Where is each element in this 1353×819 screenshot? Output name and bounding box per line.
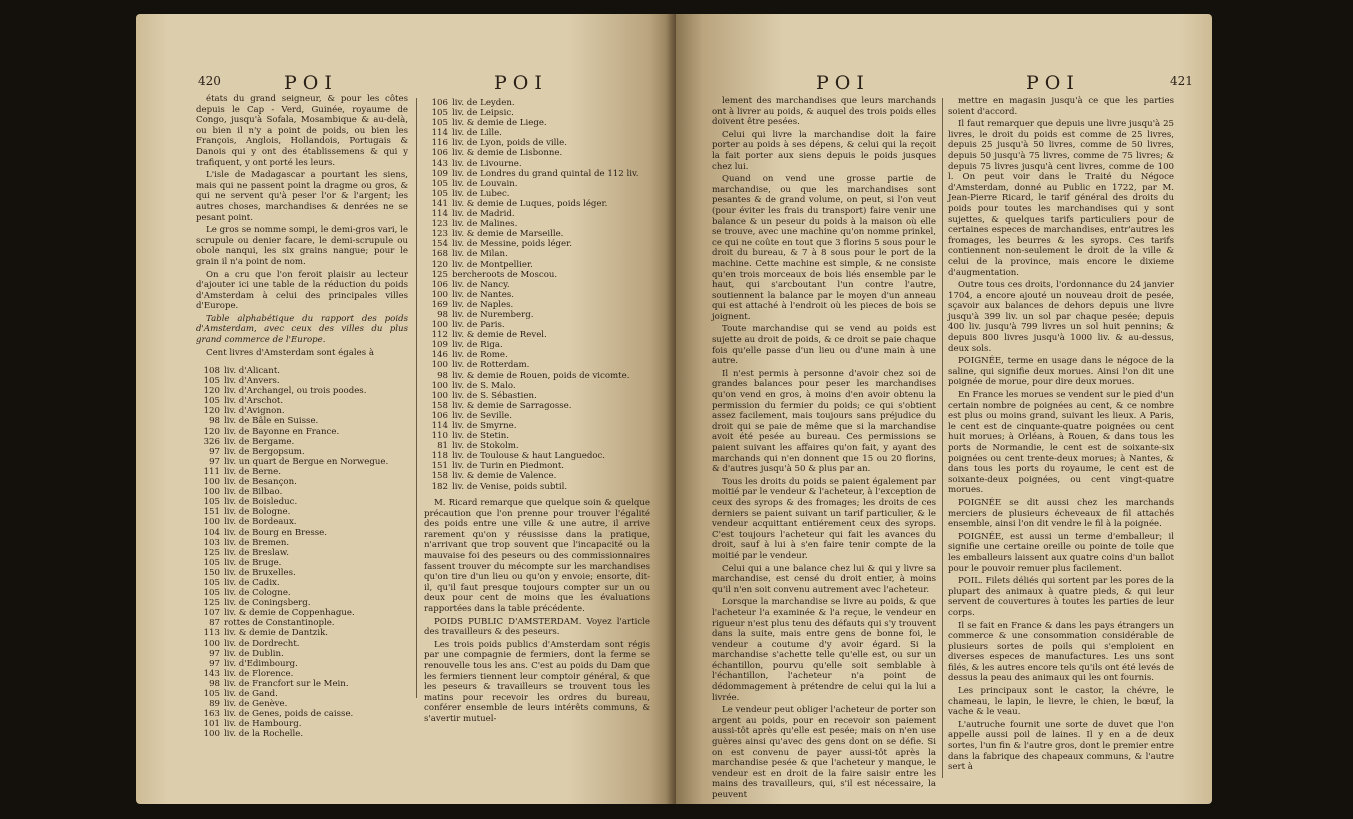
list-item (196, 588, 408, 598)
weight-value: 154 (431, 239, 448, 250)
list-item (196, 689, 408, 699)
paragraph: POIGNÉE, est aussi un terme d'emballeur; il signifie une certaine oreille ou pointe de toile que les emballeurs laissent aux quatre coins d'un ballot pour le pouvoir remuer plus facilement. (948, 531, 1174, 574)
list-item (424, 421, 660, 431)
weight-city: rottes de Constantinople. (224, 618, 335, 629)
list-item (424, 209, 660, 219)
weight-value: 158 (431, 400, 448, 411)
list-item (424, 482, 660, 492)
weight-city: liv. de Bologne. (224, 507, 291, 518)
table-title: Table alphabétique du rapport des poids d'Amsterdam, avec ceux des villes du plus grand commerce de l'Europe. (196, 313, 408, 346)
weight-city: liv. & demie de Luques, poids léger. (452, 198, 608, 209)
weight-city: liv. de Nantes. (452, 289, 514, 300)
list-item (424, 381, 660, 391)
weight-value: 120 (203, 426, 220, 437)
weight-city: liv. de Hambourg. (224, 719, 302, 730)
weight-city: liv. de Bruge. (224, 557, 282, 568)
weight-value: 109 (431, 340, 448, 351)
weight-city: liv. de Malines. (452, 219, 518, 230)
weight-city: liv. d'Archangel, ou trois poodes. (224, 386, 367, 397)
weight-value: 87 (209, 618, 220, 629)
weight-city: liv. de Dublin. (224, 648, 284, 659)
weight-value: 103 (203, 537, 220, 548)
weight-value: 114 (431, 128, 448, 139)
weight-value: 113 (203, 628, 220, 639)
weight-value: 100 (203, 487, 220, 498)
weight-city: liv. de Venise, poids subtil. (452, 481, 568, 492)
weight-value: 105 (203, 577, 220, 588)
right-column-2 (948, 96, 1174, 775)
paragraph: POIL. Filets déliés qui sortent par les pores de la plupart des animaux à quatre pieds, & qui leur servent de couvertures à toutes les parties de leur corps. (948, 576, 1174, 618)
paragraph: POIGNÉE se dit aussi chez les marchands merciers de plusieurs écheveaux de fil attachés ensemble, ainsi l'on dit vendre le fil à la poignée. (948, 497, 1174, 530)
paragraph: Il faut remarquer que depuis une livre jusqu'à 25 livres, le droit du poids est comme de 25 livres, depuis 25 jusqu'à 50 livres, comme de 50 livres, depuis 50 jusqu'à 75 livres, comme de 75 livres; & depuis 75 livres jusqu'à cent livres, comme de 100 l. On peut voir dans le Traité du Négoce d'Amsterdam, donné au Public en 1722, par M. Jean-Pierre Ricard, le tarif général des droits du poids pour toutes les marchandises qui y sont sujettes, & quelques tarifs particuliers pour de certaines especes de marchandises, entr'autres les fromages, les beurres & les syrops. Ces tarifs contiennent non-seulement le droit de la ville & celui de la province, mais encore le dixieme d'augmentation. (948, 119, 1174, 278)
weight-value: 158 (431, 471, 448, 482)
paragraph: On a cru que l'on feroit plaisir au lecteur d'ajouter ici une table de la réduction du poids d'Amsterdam à celui des principales villes d'Europe. (196, 269, 408, 312)
weight-city: liv. de Stetin. (452, 431, 510, 442)
list-item (424, 199, 660, 209)
weight-city: liv. de Bourg en Bresse. (224, 527, 327, 538)
weight-city: liv. de Bilbao. (224, 487, 283, 498)
list-item (196, 447, 408, 457)
weight-city: liv. d'Arschot. (224, 396, 284, 407)
list-item (196, 467, 408, 477)
list-item (424, 169, 660, 179)
list-item (424, 431, 660, 441)
paragraph: POIGNÉE, terme en usage dans le négoce de la saline, qui signifie deux morues. Ainsi l'on dit une poignée de morue, pour dire deux morues. (948, 356, 1174, 388)
list-item (424, 451, 660, 461)
list-item (196, 386, 408, 396)
list-item (196, 487, 408, 497)
weight-city: liv. de Nuremberg. (452, 309, 534, 320)
weight-city: liv. de Lyon, poids de ville. (452, 138, 567, 149)
weight-value: 146 (431, 350, 448, 361)
list-item (196, 548, 408, 558)
weight-value: 101 (203, 719, 220, 730)
weight-value: 143 (431, 158, 448, 169)
list-item (196, 618, 408, 628)
weight-city: liv. de Leyden. (452, 98, 515, 108)
weight-city: liv. d'Anvers. (224, 376, 280, 387)
weight-value: 151 (431, 461, 448, 472)
list-item (196, 406, 408, 416)
list-item (424, 461, 660, 471)
list-item (424, 310, 660, 320)
weight-value: 100 (431, 380, 448, 391)
list-item (424, 360, 660, 370)
paragraph: Outre tous ces droits, l'ordonnance du 24 janvier 1704, a encore ajouté un nouveau droit de pesée, sçavoir aux balances de dehors depuis une livre jusqu'à 399 liv. un sol par chaque pesée; depuis 400 liv. jusqu'à 799 livres un sol huit pennins; & depuis 800 livres jusqu'à 1000 liv. & au-dessus, deux sols. (948, 280, 1174, 354)
weight-city: liv. de Smyrne. (452, 421, 517, 431)
list-item (196, 659, 408, 669)
paragraph: En France les morues se vendent sur le pied d'un certain nombre de poignées au cent, & ce nombre est plus ou moins grand, suivant les lieux. A Paris, le cent est de cinquante-quatre poignées ou cent huit morues; à Orléans, à Rouen, & dans tous les ports de Normandie, le cent est de soixante-six poignées ou cent trente-deux morues; à Nantes, & dans tous les ports du royaume, le cent est de soixante-deux poignées, ou cent vingt-quatre morues. (948, 390, 1174, 496)
weight-value: 105 (431, 118, 448, 129)
weight-city: liv. de Bremen. (224, 537, 290, 548)
weight-city: liv. de Louvain. (452, 178, 518, 189)
weight-value: 143 (203, 668, 220, 679)
weight-city: liv. & demie de Revel. (452, 330, 547, 341)
weight-value: 118 (431, 451, 448, 462)
weight-value: 107 (203, 608, 220, 619)
list-item (196, 598, 408, 608)
weight-value: 105 (203, 588, 220, 599)
paragraph: lement des marchandises que leurs marchands ont à livrer au poids, & auquel des trois poids elles doivent être pesées. (712, 96, 936, 128)
list-item (196, 396, 408, 406)
weight-city: liv. de Bergame. (224, 436, 295, 447)
weight-value: 105 (431, 188, 448, 199)
weight-city: liv. de Bayonne en France. (224, 426, 340, 437)
list-item (196, 578, 408, 588)
list-item (424, 391, 660, 401)
weight-value: 120 (203, 406, 220, 417)
list-item (196, 427, 408, 437)
weight-value: 151 (203, 507, 220, 518)
paragraph: mettre en magasin jusqu'à ce que les parties soient d'accord. (948, 96, 1174, 117)
weight-city: liv. de la Rochelle. (224, 729, 304, 740)
running-head: POI (816, 72, 870, 94)
weight-value: 326 (203, 436, 220, 447)
list-item (196, 366, 408, 376)
weight-city: liv. de Bordeaux. (224, 517, 297, 528)
weight-value: 105 (203, 396, 220, 407)
weight-value: 97 (209, 658, 220, 669)
list-item (424, 159, 660, 169)
list-item (196, 538, 408, 548)
list-item (424, 300, 660, 310)
weight-city: liv. de Milan. (452, 249, 508, 260)
weight-value: 182 (431, 481, 448, 492)
weight-value: 100 (431, 320, 448, 331)
list-item (196, 568, 408, 578)
weight-value: 100 (203, 729, 220, 740)
weight-city: liv. de Paris. (452, 320, 505, 331)
list-item (196, 608, 408, 618)
weight-city: liv. de Dordrecht. (224, 638, 300, 649)
paragraph: Toute marchandise qui se vend au poids est sujette au droit de poids, & ce droit se paie chaque fois qu'elle passe d'un lieu ou d'une main à une autre. (712, 324, 936, 367)
weight-value: 106 (431, 98, 448, 108)
weight-value: 97 (209, 456, 220, 467)
list-item (196, 679, 408, 689)
weight-value: 123 (431, 219, 448, 230)
paragraph: Les trois poids publics d'Amsterdam sont régis par une compagnie de fermiers, dont la ferme se renouvelle tous les ans. C'est au poids du Dam que les fermiers tiennent leur comptoir général, & que les peseurs & travailleurs se trouvent tous les matins pour recevoir les ordres du bureau, conférer ensemble de leurs intérêts communs, & s'avertir mutuel- (424, 639, 650, 724)
weight-city: liv. & demie de Coppenhague. (224, 608, 355, 619)
list-item (196, 437, 408, 447)
list-item (424, 290, 660, 300)
list-item (424, 148, 660, 158)
weight-city: liv. de Seville. (452, 410, 513, 421)
weight-value: 106 (431, 410, 448, 421)
weight-city: bercheroots de Moscou. (452, 269, 558, 280)
table-intro: Cent livres d'Amsterdam sont égales à (206, 347, 374, 358)
weight-city: liv. de Bruxelles. (224, 567, 296, 578)
weight-city: liv. un quart de Bergue en Norwegue. (224, 456, 389, 467)
weight-value: 100 (431, 390, 448, 401)
weight-value: 120 (431, 259, 448, 270)
weight-value: 105 (431, 108, 448, 119)
list-item (196, 669, 408, 679)
weight-value: 114 (431, 209, 448, 220)
weight-city: liv. de Lille. (452, 128, 502, 139)
list-item (424, 441, 660, 451)
weight-city: liv. & demie de Valence. (452, 471, 557, 482)
weight-city: liv. de Lubec. (452, 188, 510, 199)
list-item (424, 249, 660, 259)
weight-city: liv. de Leipsic. (452, 108, 514, 119)
weight-value: 100 (203, 638, 220, 649)
weight-city: liv. de Rome. (452, 350, 508, 361)
weight-city: liv. de Toulouse & haut Languedoc. (452, 451, 606, 462)
list-item (196, 497, 408, 507)
weight-value: 89 (209, 699, 220, 710)
running-head-col2: POI (494, 72, 548, 94)
list-item (196, 376, 408, 386)
list-item (424, 350, 660, 360)
weight-value: 169 (431, 299, 448, 310)
weight-value: 125 (203, 598, 220, 609)
weight-value: 97 (209, 648, 220, 659)
list-item (196, 729, 408, 739)
weight-value: 116 (431, 138, 448, 149)
paragraph: Tous les droits du poids se paient également par moitié par le vendeur & l'acheteur, à l'exception de ceux des syrops & des fromages; les droits de ces derniers se paient suivant un tarif particulier, & le vendeur acquittant entiérement ceux des syrops. C'est toujours l'acheteur qui fait les avances du droit, sauf à lui à s'en faire tenir compte de la moitié par le vendeur. (712, 476, 936, 561)
weight-value: 114 (431, 421, 448, 431)
weight-value: 105 (203, 557, 220, 568)
paragraph: M. Ricard remarque que quelque soin & quelque précaution que l'on prenne pour trouver l'égalité des poids entre une ville & une autre, il arrive rarement qu'on y réussisse dans la pratique, n'arrivant que trop souvent que l'incapacité ou la mauvaise foi des peseurs ou des commissionnaires fassent trouver du mécompte sur les marchandises qu'on tire d'un lieu ou qu'on y envoie; ensorte, dit-il, qu'il faut presque toujours compter sur un ou deux pour cent de moins que les évaluations rapportées dans la table précédente. (424, 498, 650, 614)
weight-city: liv. de S. Sébastien. (452, 390, 537, 401)
weight-value: 141 (431, 198, 448, 209)
weights-list-1 (196, 366, 408, 739)
list-item (424, 260, 660, 270)
list-item (424, 128, 660, 138)
list-item (196, 709, 408, 719)
weight-value: 105 (203, 689, 220, 699)
list-item (424, 330, 660, 340)
paragraph: Quand on vend une grosse partie de marchandise, ou que les marchandises sont pesantes & de grand volume, on peut, si l'on veut (pour éviter les frais du transport) faire venir une balance & un peseur du poids à la maison où elle se trouve, avec une machine qu'on nomme prinkel, ce qui ne coûte en tout que 3 florins 5 sous pour le droit du bureau, & 7 à 8 sous pour le port de la machine. Cette machine est simple, & ne consiste qu'en trois morceaux de bois liés ensemble par le haut, qui s'arcboutant l'un contre l'autre, soutiennent la balance par le moyen d'un anneau qui est attaché à l'endroit où les pieces de bois se joignent. (712, 174, 936, 322)
weight-value: 125 (431, 269, 448, 280)
weight-value: 150 (203, 567, 220, 578)
weight-value: 104 (203, 527, 220, 538)
weight-city: liv. de Besançon. (224, 477, 297, 488)
weight-city: liv. de S. Malo. (452, 380, 516, 391)
weight-city: liv. d'Edimbourg. (224, 658, 298, 669)
weights-list-2 (424, 98, 660, 492)
weight-value: 123 (431, 229, 448, 240)
weight-value: 100 (431, 360, 448, 371)
page-number: 421 (1170, 74, 1193, 88)
weight-city: liv. de Livourne. (452, 158, 522, 169)
list-item (424, 108, 660, 118)
weight-city: liv. d'Alicant. (224, 366, 281, 376)
list-item (424, 239, 660, 249)
right-page (676, 14, 1212, 804)
weight-city: liv. de Cologne. (224, 588, 291, 599)
weight-city: liv. & demie de Lisbonne. (452, 148, 563, 159)
weight-value: 111 (203, 466, 220, 477)
list-item (424, 270, 660, 280)
list-item (196, 517, 408, 527)
weight-city: liv. de Stokolm. (452, 441, 519, 452)
paragraph: Celui qui a une balance chez lui & qui y livre sa marchandise, est censé du droit entier, à moins qu'il n'en soit convenu autrement avec l'acheteur. (712, 563, 936, 595)
weight-value: 98 (437, 309, 448, 320)
column-rule (942, 98, 943, 778)
weight-value: 125 (203, 547, 220, 558)
weight-city: liv. de Berne. (224, 466, 281, 477)
list-item (196, 699, 408, 709)
paragraph: Celui qui livre la marchandise doit la faire porter au poids à ses dépens, & celui qui la reçoit la fait porter aux siens depuis le poids jusques chez lui. (712, 129, 936, 172)
weight-value: 109 (431, 168, 448, 179)
weight-value: 105 (203, 497, 220, 508)
weight-value: 120 (203, 386, 220, 397)
list-item (424, 138, 660, 148)
weight-city: liv. & demie de Dantzik. (224, 628, 329, 639)
left-page (136, 14, 676, 804)
list-item (196, 628, 408, 638)
weight-value: 100 (431, 289, 448, 300)
list-item (196, 639, 408, 649)
paragraph: Il se fait en France & dans les pays étrangers un commerce & une consommation considérable de plusieurs sortes de poils qui s'emploient en diverses especes de manufactures. Les uns sont filés, & les autres encore tels qu'ils ont été levés de dessus la peau des animaux qui les ont fournis. (948, 620, 1174, 684)
weight-city: liv. & demie de Marseille. (452, 229, 564, 240)
weight-city: liv. de Bergopsum. (224, 446, 305, 457)
weight-value: 110 (431, 431, 448, 442)
weight-city: liv. de Montpellier. (452, 259, 533, 270)
weight-city: liv. de Naples. (452, 299, 514, 310)
paragraph: états du grand seigneur, & pour les côtes depuis le Cap - Verd, Guinée, royaume de Congo, jusqu'à Sofala, Mosambique & au-delà, ou bien il n'y a point de poids, ou bien les François, Anglois, Hollandois, Portugais & Danois qui y ont des établissemens & qui y trafiquent, y ont porté les leurs. (196, 94, 408, 168)
paragraph: Le gros se nomme sompi, le demi-gros vari, le scrupule ou denier facare, le demi-scrupule ou obole nanqui, les six grains nangue; pour le grain il n'a point de nom. (196, 225, 408, 267)
list-item (424, 179, 660, 189)
paragraph: L'autruche fournit une sorte de duvet que l'on appelle aussi poil de laines. Il y en a de deux sortes, l'un fin & l'autre gros, dont le premier entre dans la fabrique des chapeaux communs, & l'autre sert à (948, 719, 1174, 773)
page-number: 420 (198, 74, 221, 88)
weight-city: liv. de Turin en Piedmont. (452, 461, 565, 472)
list-item (196, 457, 408, 467)
weight-value: 100 (203, 517, 220, 528)
weight-city: liv. de Rotterdam. (452, 360, 530, 371)
weight-value: 106 (431, 279, 448, 290)
list-item (196, 477, 408, 487)
left-column-text (196, 94, 408, 360)
weight-value: 105 (431, 178, 448, 189)
list-item (424, 411, 660, 421)
list-item (424, 118, 660, 128)
weight-value: 163 (203, 709, 220, 720)
weight-city: liv. de Genes, poids de caisse. (224, 709, 354, 720)
weight-city: liv. de Londres du grand quintal de 112 liv. (452, 168, 639, 179)
list-item (424, 98, 660, 108)
weight-city: liv. de Riga. (452, 340, 503, 351)
weight-city: liv. d'Avignon. (224, 406, 285, 417)
list-item (424, 189, 660, 199)
weight-city: liv. de Francfort sur le Mein. (224, 678, 349, 689)
list-item (424, 371, 660, 381)
weight-value: 98 (209, 416, 220, 427)
paragraph: Les principaux sont le castor, la chévre, le chameau, le lapin, le lievre, le chien, le bœuf, la vache & le veau. (948, 686, 1174, 718)
weight-value: 100 (203, 477, 220, 488)
weight-city: liv. de Coningsberg. (224, 598, 311, 609)
list-item (424, 340, 660, 350)
running-head: POI (284, 72, 338, 94)
running-head-col2: POI (1026, 72, 1080, 94)
weight-city: liv. de Cadix. (224, 577, 280, 588)
list-item (196, 719, 408, 729)
weight-city: liv. de Genève. (224, 699, 288, 710)
weight-city: liv. & demie de Liege. (452, 118, 547, 129)
weight-city: liv. de Boisleduc. (224, 497, 298, 508)
list-item (424, 401, 660, 411)
weight-value: 105 (203, 376, 220, 387)
paragraph: Il n'est permis à personne d'avoir chez soi de grandes balances pour peser les marchandises qu'on vend en gros, à moins d'en avoir obtenu la permission du fermier du poids; ce qui s'obtient assez facilement, mais toujours sans préjudice du droit qui se paie de même que si la marchandise avoit été pesée au bureau. Ces permissions se paient suivant les affaires qu'on fait, y ayant des marchands qui n'en donnent que 15 ou 20 florins, & d'autres jusqu'à 50 & plus par an. (712, 368, 936, 475)
list-item (196, 558, 408, 568)
weight-value: 97 (209, 446, 220, 457)
paragraph: L'isle de Madagascar a pourtant les siens, mais qui ne passent point la dragme ou gros, & qui ne servent qu'à peser l'or & l'argent; les autres choses, marchandises & denrées ne se pesant point. (196, 170, 408, 223)
paragraph: POIDS PUBLIC D'AMSTERDAM. Voyez l'article des travailleurs & des peseurs. (424, 616, 650, 638)
weight-city: liv. de Bâle en Suisse. (224, 416, 319, 427)
weight-value: 112 (431, 330, 448, 341)
paragraph: Lorsque la marchandise se livre au poids, & que l'acheteur l'a examinée & l'a reçue, le vendeur en rigueur n'est plus tenu des défauts qui s'y trouvent dans la suite, mais entre gens de bonne foi, le vendeur a coutume d'y avoir égard. Si la marchandise s'achette telle qu'elle est, ou sur un échantillon, pourvu qu'elle soit semblable à l'échantillon, l'acheteur n'a point de dédommagement à prétendre de celui qui la lui a livrée. (712, 597, 936, 703)
weight-value: 98 (437, 370, 448, 381)
list-item (196, 507, 408, 517)
list-item (424, 229, 660, 239)
list-item (424, 320, 660, 330)
weight-city: liv. de Breslaw. (224, 547, 289, 558)
list-item (196, 416, 408, 426)
weight-value: 106 (431, 148, 448, 159)
weight-value: 98 (209, 678, 220, 689)
list-item (424, 280, 660, 290)
weight-city: liv. & demie de Sarragosse. (452, 400, 572, 411)
list-item (424, 471, 660, 481)
paragraph: Le vendeur peut obliger l'acheteur de porter son argent au poids, pour en recevoir son paiement aussi-tôt après qu'elle est pesée; mais on n'en use guères ainsi qu'avec des gens dont on se défie. Si on est convenu de payer aussi-tôt après la marchandise pesée & que l'acheteur y manque, le vendeur est en droit de la faire saisir entre les mains des travailleurs, qui, s'il est nécessaire, la peuvent (712, 705, 936, 800)
weight-value: 168 (431, 249, 448, 260)
weight-city: liv. de Madrid. (452, 209, 515, 220)
weight-value: 81 (437, 441, 448, 452)
weight-value: 108 (203, 366, 220, 376)
list-item (196, 649, 408, 659)
right-column-1 (712, 96, 936, 803)
weight-city: liv. de Gand. (224, 689, 278, 699)
list-item (196, 528, 408, 538)
weight-city: liv. de Florence. (224, 668, 294, 679)
weight-city: liv. de Messine, poids léger. (452, 239, 573, 250)
column-rule (416, 98, 417, 698)
list-item (424, 219, 660, 229)
weight-city: liv. & demie de Rouen, poids de vicomte. (452, 370, 630, 381)
weight-city: liv. de Nancy. (452, 279, 510, 290)
left-notes (424, 498, 650, 726)
